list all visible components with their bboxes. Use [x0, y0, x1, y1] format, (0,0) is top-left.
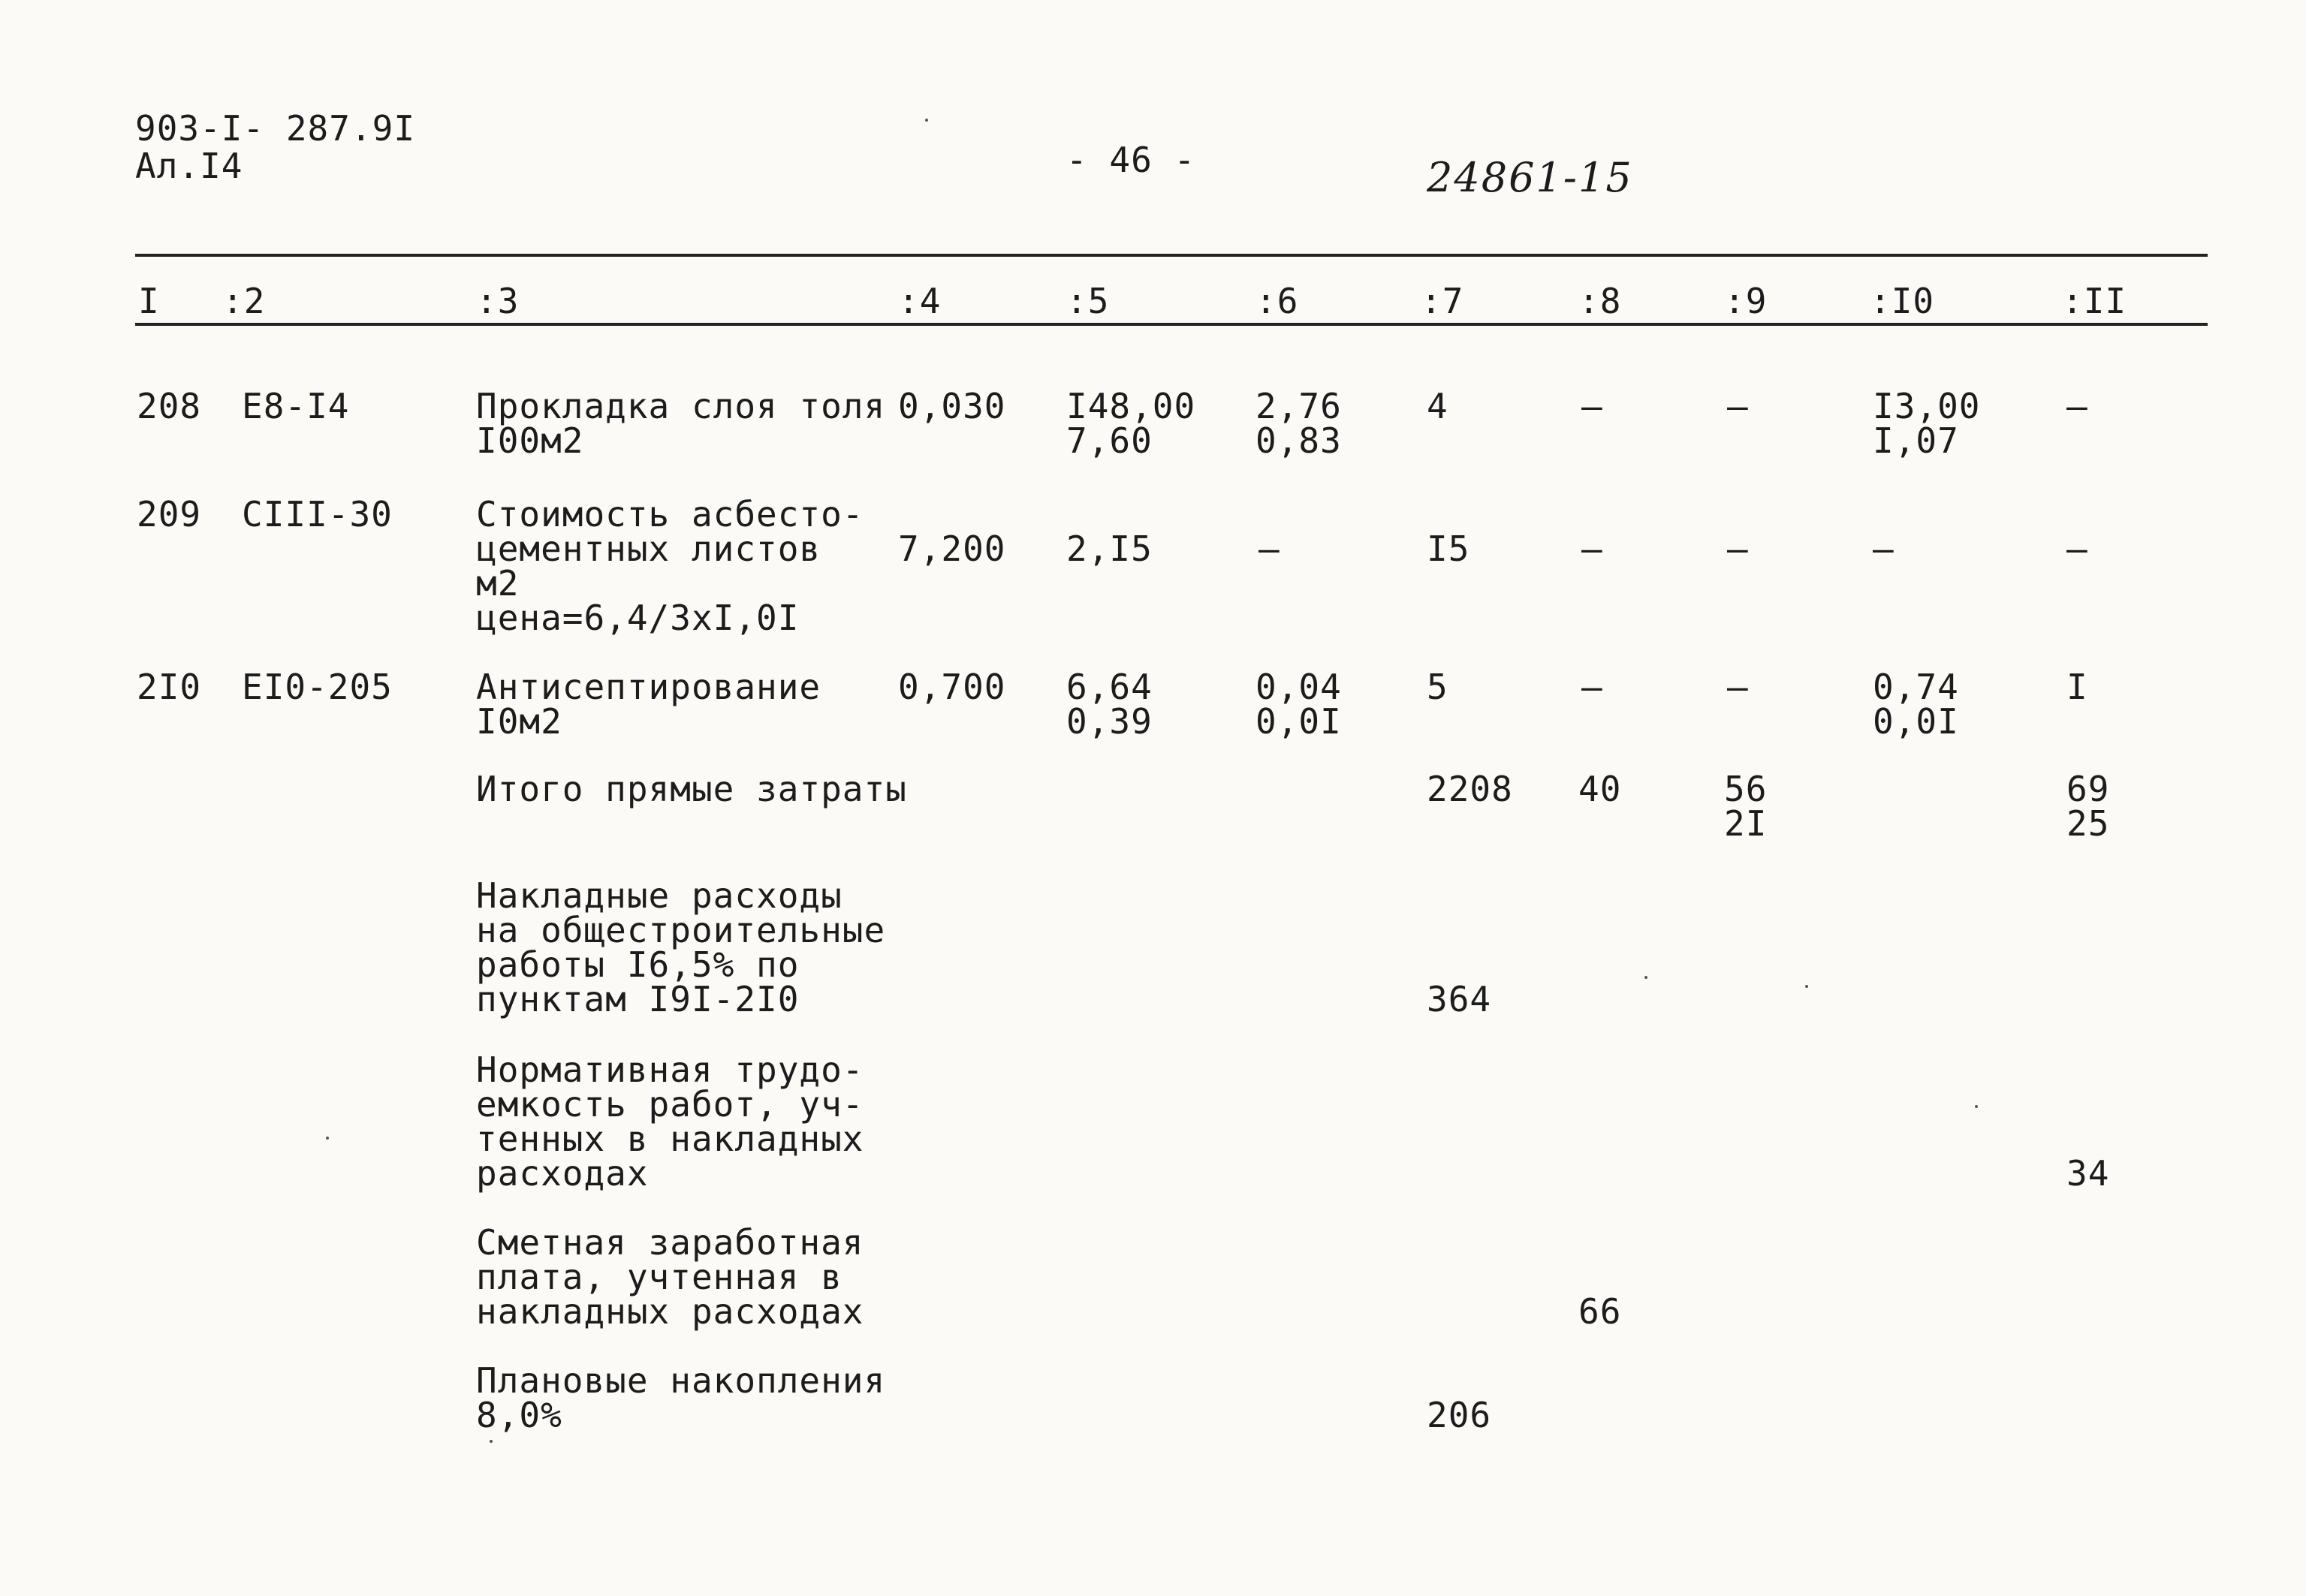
work-description: Антисептирование I0м2	[476, 667, 821, 742]
document-code: 903-I- 287.9I	[135, 108, 416, 149]
col11-value: 69 25	[2066, 769, 2110, 844]
col11-value: –	[2066, 528, 2088, 569]
col8-value: 40	[1578, 769, 1622, 809]
unit-cost: 6,64 0,39	[1066, 667, 1153, 742]
col11-value: 34	[2066, 1153, 2110, 1194]
machine-cost: 0,04 0,0I	[1255, 667, 1342, 742]
scan-speck	[1644, 976, 1647, 979]
work-description: Стоимость асбесто- цементных листов м2 цена=6,4/3хI,0I	[476, 494, 864, 638]
summary-label: Сметная заработная плата, учтенная в накладных расходах	[476, 1222, 864, 1332]
column-header-11: :II	[2062, 281, 2127, 321]
sheet-label: Ал.I4	[135, 146, 243, 186]
machine-cost: 2,76 0,83	[1255, 386, 1342, 461]
row-number: 2I0	[137, 667, 202, 707]
quantity: 7,200	[898, 528, 1006, 569]
work-description: Прокладка слоя толя I00м2	[476, 386, 886, 461]
summary-label: Накладные расходы на общестроительные работы I6,5% по пунктам I9I-2I0	[476, 875, 886, 1019]
scan-speck	[925, 119, 928, 122]
column-header-3: :3	[476, 281, 520, 321]
col10-value: –	[1873, 528, 1895, 569]
col9-value: –	[1727, 667, 1749, 707]
scan-speck	[1975, 1105, 1978, 1108]
scan-speck	[326, 1137, 329, 1140]
total-cost: I5	[1427, 528, 1470, 569]
col10-value: 0,74 0,0I	[1873, 667, 1959, 742]
column-header-10: :I0	[1870, 281, 1935, 321]
summary-label: Плановые накопления 8,0%	[476, 1360, 886, 1435]
col9-value: –	[1727, 528, 1749, 569]
column-header-7: :7	[1421, 281, 1464, 321]
column-header-6: :6	[1255, 281, 1299, 321]
column-header-9: :9	[1724, 281, 1768, 321]
column-header-4: :4	[898, 281, 942, 321]
summary-label: Итого прямые затраты	[476, 769, 907, 809]
rate-code: ЕI0-205	[242, 667, 393, 707]
total-cost: 4	[1427, 386, 1448, 426]
column-header-2: :2	[222, 281, 266, 321]
total-cost: 206	[1427, 1395, 1492, 1435]
rate-code: СIII-30	[242, 494, 393, 535]
col8-value: –	[1581, 667, 1603, 707]
unit-cost: 2,I5	[1066, 528, 1153, 569]
col8-value: –	[1581, 528, 1603, 569]
total-cost: 364	[1427, 979, 1492, 1019]
col11-value: I	[2066, 667, 2088, 707]
scan-speck	[490, 1440, 493, 1443]
scan-speck	[1805, 985, 1808, 988]
summary-label: Нормативная трудо- емкость работ, уч- тенных в накладных расходах	[476, 1049, 864, 1194]
col10-value: I3,00 I,07	[1873, 386, 1981, 461]
header-bottom-rule	[135, 323, 2208, 326]
quantity: 0,700	[898, 667, 1006, 707]
column-header-5: :5	[1066, 281, 1110, 321]
col9-value: –	[1727, 386, 1749, 426]
row-number: 208	[137, 386, 202, 426]
page-number: - 46 -	[1066, 140, 1196, 180]
col9-value: 56 2I	[1724, 769, 1768, 844]
column-header-1: I	[138, 281, 160, 321]
quantity: 0,030	[898, 386, 1006, 426]
row-number: 209	[137, 494, 202, 535]
rate-code: Е8-I4	[242, 386, 350, 426]
registration-number: 24861-15	[1427, 154, 1633, 201]
col8-value: –	[1581, 386, 1603, 426]
header-top-rule	[135, 254, 2208, 257]
col8-value: 66	[1578, 1291, 1622, 1332]
column-header-8: :8	[1578, 281, 1622, 321]
total-cost: 5	[1427, 667, 1448, 707]
unit-cost: I48,00 7,60	[1066, 386, 1196, 461]
total-cost: 2208	[1427, 769, 1513, 809]
col11-value: –	[2066, 386, 2088, 426]
machine-cost: –	[1259, 528, 1280, 569]
